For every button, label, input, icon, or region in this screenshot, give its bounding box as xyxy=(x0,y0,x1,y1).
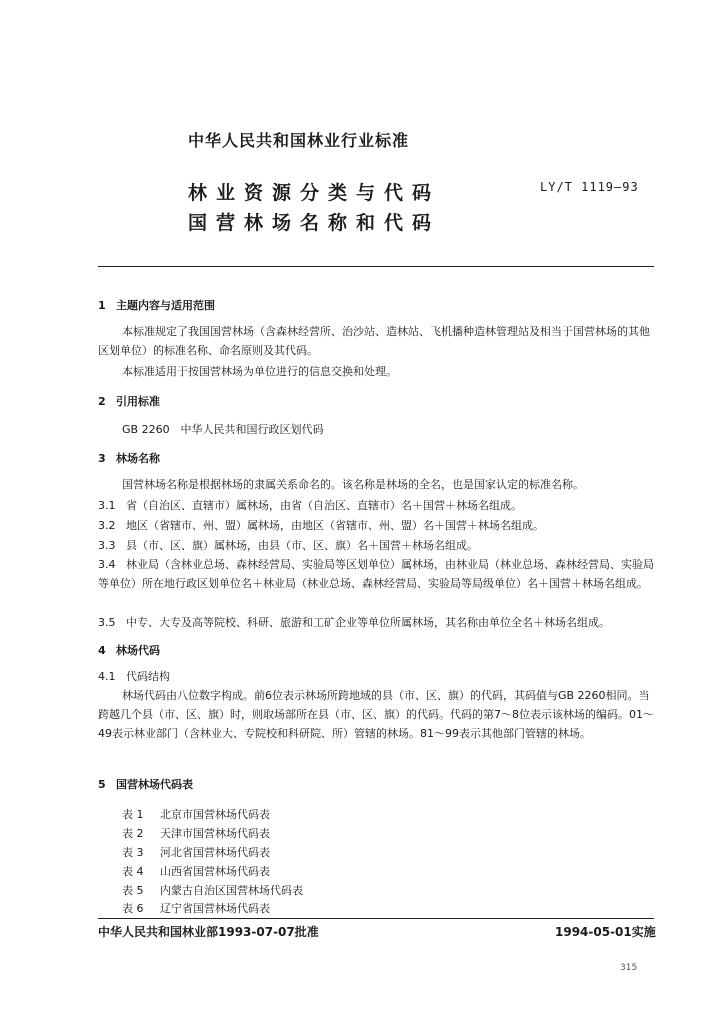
clause-number: 3.1 xyxy=(98,499,116,512)
table-name: 辽宁省国营林场代码表 xyxy=(160,902,270,915)
clause-3-5 xyxy=(98,614,610,630)
clause-3-2 xyxy=(98,517,544,533)
section-1-paragraph-1: 本标准规定了我国国营林场（含森林经营所、治沙站、造林站、飞机播种造林管理站及相当于国营林场的其他区划单位）的标准名称、命名原则及其代码。 xyxy=(98,325,650,357)
section-number: 5 xyxy=(98,778,106,791)
section-title: 林场名称 xyxy=(116,452,160,465)
page-number: 315 xyxy=(620,963,638,973)
table-list-item xyxy=(122,806,270,822)
section-3-intro: 国营林场名称是根据林场的隶属关系命名的。该名称是林场的全名，也是国家认定的标准名称。 xyxy=(122,478,584,491)
table-name: 天津市国营林场代码表 xyxy=(160,827,270,840)
clause-text: 省（自治区、直辖市）属林场，由省（自治区、直辖市）名＋国营＋林场名组成。 xyxy=(126,499,522,512)
clause-3-1 xyxy=(98,497,522,513)
table-number: 表 2 xyxy=(122,827,144,840)
table-number: 表 1 xyxy=(122,808,144,821)
section-title: 林场代码 xyxy=(116,644,160,657)
effective-date: 1994-05-01实施 xyxy=(555,925,656,939)
section-5-heading xyxy=(98,776,193,792)
section-number: 3 xyxy=(98,452,106,465)
table-number: 表 3 xyxy=(122,846,144,859)
clause-text: 中专、大专及高等院校、科研、旅游和工矿企业等单位所属林场，其名称由单位全名＋林场名组成。 xyxy=(126,616,610,629)
issuing-org-title: 中华人民共和国林业行业标准 xyxy=(188,131,410,150)
subsection-4-1-heading xyxy=(98,668,170,684)
standard-title-line1: 林业资源分类与代码 xyxy=(188,182,441,204)
table-number: 表 6 xyxy=(122,902,144,915)
section-3-heading xyxy=(98,450,160,466)
table-list-item xyxy=(122,900,270,916)
standard-code: LY/T 1119—93 xyxy=(540,180,639,194)
section-1-paragraph-2: 本标准适用于按国营林场为单位进行的信息交换和处理。 xyxy=(122,365,397,378)
clause-text: 林业局（含林业总场、森林经营局、实验局等区划单位）属林场，由林业局（林业总场、森林经营局、实验局等单位）所在地行政区划单位名＋林业局（林业总场、森林经营局、实验局等局级单位）名＋国营＋林场名组成。 xyxy=(98,558,654,590)
approval-info: 中华人民共和国林业部1993-07-07批准 xyxy=(98,925,319,939)
section-title: 国营林场代码表 xyxy=(116,778,193,791)
table-list-item xyxy=(122,825,270,841)
table-name: 内蒙古自治区国营林场代码表 xyxy=(160,884,303,897)
footer-divider xyxy=(98,918,654,919)
section-2-heading xyxy=(98,393,160,409)
section-4-paragraph: 林场代码由八位数字构成。前6位表示林场所跨地域的县（市、区、旗）的代码，其码值与GB 2260相同。当跨越几个县（市、区、旗）时，则取场部所在县（市、区、旗）的代码。代码的第7～8位表示该林场的编码。01～49表示林业部门（含林业大、专院校和科研院、所）管辖的林场。81～99表示其他部门管辖的林场。 xyxy=(98,689,654,740)
section-title: 引用标准 xyxy=(116,395,160,408)
table-number: 表 4 xyxy=(122,865,144,878)
table-list-item xyxy=(122,844,270,860)
table-name: 河北省国营林场代码表 xyxy=(160,846,270,859)
table-name: 山西省国营林场代码表 xyxy=(160,865,270,878)
standard-title-line2: 国营林场名称和代码 xyxy=(188,212,441,234)
table-list-item xyxy=(122,863,270,879)
section-number: 2 xyxy=(98,395,106,408)
table-list-item xyxy=(122,882,303,898)
section-1-heading xyxy=(98,297,215,313)
clause-number: 3.3 xyxy=(98,539,116,552)
section-4-heading xyxy=(98,642,160,658)
subsection-number: 4.1 xyxy=(98,670,116,683)
clause-number: 3.4 xyxy=(98,558,116,571)
subsection-title: 代码结构 xyxy=(126,670,170,683)
clause-text: 县（市、区、旗）属林场，由县（市、区、旗）名＋国营＋林场名组成。 xyxy=(126,539,478,552)
header-divider xyxy=(98,266,654,267)
clause-number: 3.2 xyxy=(98,519,116,532)
section-number: 4 xyxy=(98,644,106,657)
clause-text: 地区（省辖市、州、盟）属林场，由地区（省辖市、州、盟）名＋国营＋林场名组成。 xyxy=(126,519,544,532)
clause-3-3 xyxy=(98,537,478,553)
reference-standard: GB 2260 中华人民共和国行政区划代码 xyxy=(122,423,324,436)
table-number: 表 5 xyxy=(122,884,144,897)
section-number: 1 xyxy=(98,299,106,312)
clause-number: 3.5 xyxy=(98,616,116,629)
section-title: 主题内容与适用范围 xyxy=(116,299,215,312)
table-name: 北京市国营林场代码表 xyxy=(160,808,270,821)
clause-3-4 xyxy=(98,555,658,593)
